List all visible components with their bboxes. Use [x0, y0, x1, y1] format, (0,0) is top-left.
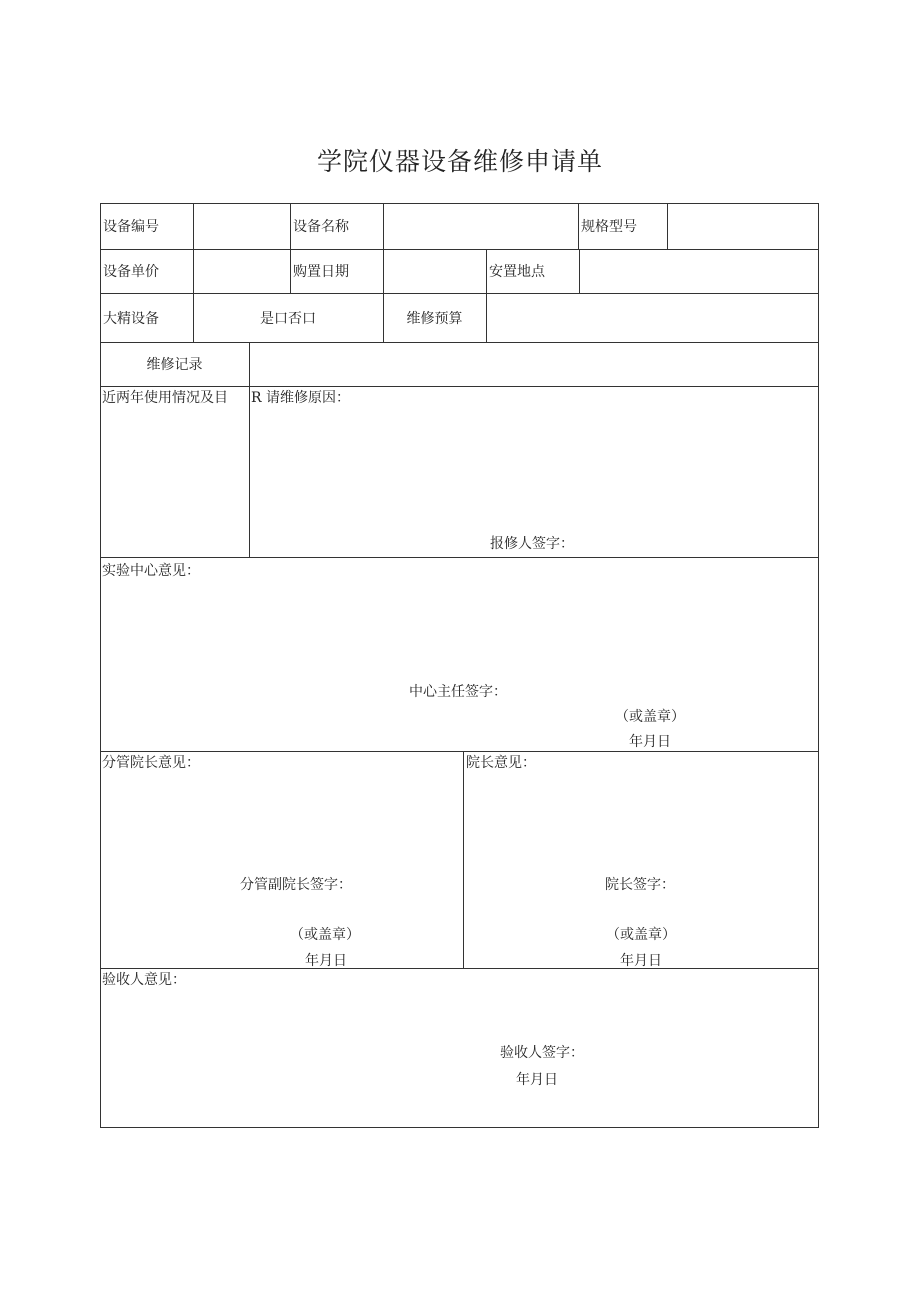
cell-divider [667, 203, 668, 249]
table-border-bottom [100, 1127, 819, 1128]
yes-no-checkbox-text: 是口否口 [260, 311, 316, 327]
purchase-date-label: 购置日期 [293, 264, 349, 280]
cell-divider [383, 249, 384, 293]
row-divider [100, 968, 819, 969]
dean-date-label: 年月日 [620, 953, 662, 969]
dean-sign-label: 院长签字： [605, 877, 675, 893]
location-label: 安置地点 [489, 264, 545, 280]
form-title: 学院仪器设备维修申请单 [316, 147, 603, 176]
row-divider [100, 342, 819, 343]
cell-divider [383, 203, 384, 249]
acceptor-sign-label: 验收人签字： [500, 1045, 584, 1061]
row-divider [100, 293, 819, 294]
reporter-sign-label: 报修人签字： [490, 536, 574, 552]
vice-dean-opinion-label: 分管院长意见： [102, 755, 200, 771]
dean-opinion-label: 院长意见： [466, 755, 536, 771]
center-director-sign-label: 中心主任签字： [409, 684, 507, 700]
vice-dean-date-label: 年月日 [305, 953, 347, 969]
device-no-label: 设备编号 [103, 219, 159, 235]
cell-divider [486, 249, 487, 293]
repair-reason-label: R 请维修原因： [251, 390, 350, 406]
center-seal-label: （或盖章） [615, 709, 685, 725]
cell-divider [290, 203, 291, 249]
spec-model-label: 规格型号 [581, 219, 637, 235]
table-border-left [100, 203, 101, 1128]
cell-divider [486, 293, 487, 342]
cell-divider [249, 342, 250, 557]
table-border-right [818, 203, 819, 1128]
cell-divider [578, 203, 579, 249]
table-border-top [100, 203, 819, 204]
usage-label: 近两年使用情况及目 [102, 390, 228, 406]
row-divider [100, 751, 819, 752]
budget-label: 维修预算 [406, 311, 463, 327]
row-divider [100, 249, 819, 250]
acceptor-date-label: 年月日 [516, 1072, 558, 1088]
cell-divider [193, 249, 194, 293]
center-opinion-label: 实验中心意见： [102, 563, 200, 579]
repair-record-label: 维修记录 [146, 357, 203, 373]
dean-seal-label: （或盖章） [606, 927, 676, 943]
device-name-label: 设备名称 [293, 219, 349, 235]
unit-price-label: 设备单价 [103, 264, 159, 280]
cell-divider [463, 751, 464, 968]
precision-device-label: 大精设备 [103, 311, 159, 327]
center-date-label: 年月日 [629, 734, 671, 750]
row-divider [100, 557, 819, 558]
row-divider [100, 386, 819, 387]
cell-divider [193, 203, 194, 249]
cell-divider [290, 249, 291, 293]
acceptor-opinion-label: 验收人意见： [102, 972, 186, 988]
vice-dean-seal-label: （或盖章） [290, 927, 360, 943]
vice-dean-sign-label: 分管副院长签字： [240, 877, 352, 893]
cell-divider [579, 249, 580, 293]
